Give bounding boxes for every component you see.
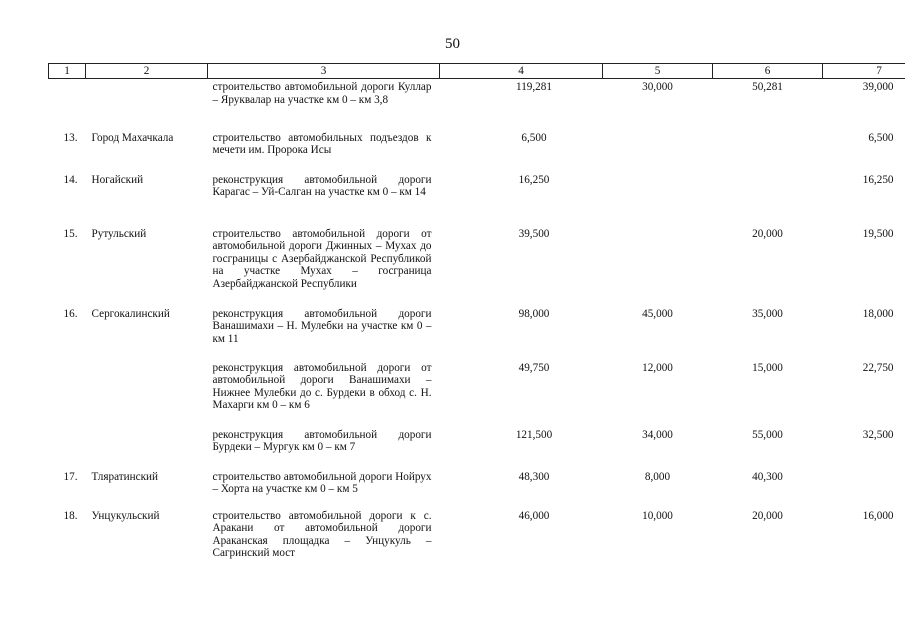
value-col-7: 39,000 <box>862 81 894 93</box>
value-col-5: 12,000 <box>642 361 673 374</box>
value-col-6: 55,000 <box>752 428 783 441</box>
value-col-4: 46,000 <box>518 509 550 522</box>
value-col-6 <box>713 174 823 228</box>
header-col-6: 6 <box>713 64 823 79</box>
value-col-6: 20,000 <box>752 227 783 240</box>
row-number: 16. <box>63 307 78 320</box>
value-col-5: 30,000 <box>642 81 673 93</box>
row-number <box>49 362 86 429</box>
district-name: Сергокалинский <box>91 307 170 320</box>
value-col-6: 15,000 <box>752 361 783 374</box>
table-body <box>49 79 905 572</box>
header-col-5: 5 <box>603 64 713 79</box>
page-number: 50 <box>445 36 460 52</box>
value-col-6: 40,300 <box>752 470 783 483</box>
value-col-6 <box>713 132 823 174</box>
district-name: Ногайский <box>91 173 144 186</box>
value-col-6: 35,000 <box>752 307 783 320</box>
value-col-4: 98,000 <box>518 307 550 320</box>
table-row <box>49 510 905 572</box>
value-col-7: 16,250 <box>862 173 894 186</box>
value-col-5 <box>603 228 713 308</box>
header-col-2: 2 <box>86 64 208 79</box>
value-col-4: 39,500 <box>518 227 550 240</box>
row-number: 13. <box>63 131 78 144</box>
project-description: строительство автомобильных подъездов к мечети им. Пророка Исы <box>212 131 432 157</box>
value-col-7 <box>823 471 905 510</box>
row-number: 18. <box>63 509 78 522</box>
district-name: Рутульский <box>91 227 147 240</box>
row-number: 17. <box>63 470 78 483</box>
value-col-7: 32,500 <box>862 428 894 441</box>
value-col-5 <box>603 174 713 228</box>
district-name <box>86 79 208 132</box>
district-name <box>86 429 208 471</box>
project-description: строительство автомобильной дороги Нойрух – Хорта на участке км 0 – км 5 <box>212 470 432 496</box>
table-row <box>49 429 905 471</box>
value-col-7: 16,000 <box>862 509 894 522</box>
table-row <box>49 174 905 228</box>
value-col-4: 16,250 <box>518 173 550 186</box>
table-header <box>49 64 905 79</box>
value-col-4: 119,281 <box>516 81 552 93</box>
value-col-4: 48,300 <box>518 470 550 483</box>
table-row <box>49 79 905 132</box>
row-number <box>49 79 86 132</box>
value-col-6: 50,281 <box>752 81 783 93</box>
value-col-4: 49,750 <box>518 361 550 374</box>
table-row <box>49 132 905 174</box>
value-col-5: 10,000 <box>642 509 673 522</box>
project-description: реконструкция автомобильной дороги от автомобильной дороги Ванашимахи – Нижнее Мулебки до с. Бурдеки в обход с. Н. Махарги км 0 – км 6 <box>212 361 432 412</box>
value-col-7: 22,750 <box>862 361 894 374</box>
project-description: реконструкция автомобильной дороги Ванашимахи – Н. Мулебки на участке км 0 – км 11 <box>212 307 432 345</box>
header-col-3: 3 <box>208 64 440 79</box>
row-number <box>49 429 86 471</box>
project-description: строительство автомобильной дороги Куллар – Яруквалар на участке км 0 – км 3,8 <box>212 81 432 106</box>
value-col-6: 20,000 <box>752 509 783 522</box>
value-col-5: 34,000 <box>642 428 673 441</box>
header-col-1: 1 <box>49 64 86 79</box>
district-name: Город Махачкала <box>91 131 174 144</box>
row-number: 15. <box>63 227 78 240</box>
district-name: Тляратинский <box>91 470 159 483</box>
value-col-7: 19,500 <box>862 227 894 240</box>
project-description: реконструкция автомобильной дороги Карагас – Уй-Салган на участке км 0 – км 14 <box>212 173 432 199</box>
district-name <box>86 362 208 429</box>
header-col-7: 7 <box>823 64 905 79</box>
table-row <box>49 362 905 429</box>
value-col-7: 18,000 <box>862 307 894 320</box>
header-col-4: 4 <box>440 64 603 79</box>
value-col-4: 6,500 <box>521 131 547 144</box>
value-col-5 <box>603 132 713 174</box>
district-name: Унцукульский <box>91 509 160 522</box>
value-col-7: 6,500 <box>868 131 894 144</box>
project-description: реконструкция автомобильной дороги Бурдеки – Мургук км 0 – км 7 <box>212 428 432 454</box>
row-number: 14. <box>63 173 78 186</box>
table-row <box>49 471 905 510</box>
funding-table <box>48 63 905 572</box>
table-row <box>49 228 905 308</box>
project-description: строительство автомобильной дороги к с. Аракани от автомобильной дороги Араканская площадка – Унцукуль – Сагринский мост <box>212 509 432 560</box>
value-col-5: 45,000 <box>642 307 673 320</box>
value-col-4: 121,500 <box>515 428 553 441</box>
project-description: строительство автомобильной дороги от автомобильной дороги Джинных – Мухах до госграницы с Азербайджанской Республикой на участке Мухах – госграница Азербайджанской Республики <box>212 227 432 290</box>
table-row <box>49 308 905 362</box>
value-col-5: 8,000 <box>644 470 671 483</box>
